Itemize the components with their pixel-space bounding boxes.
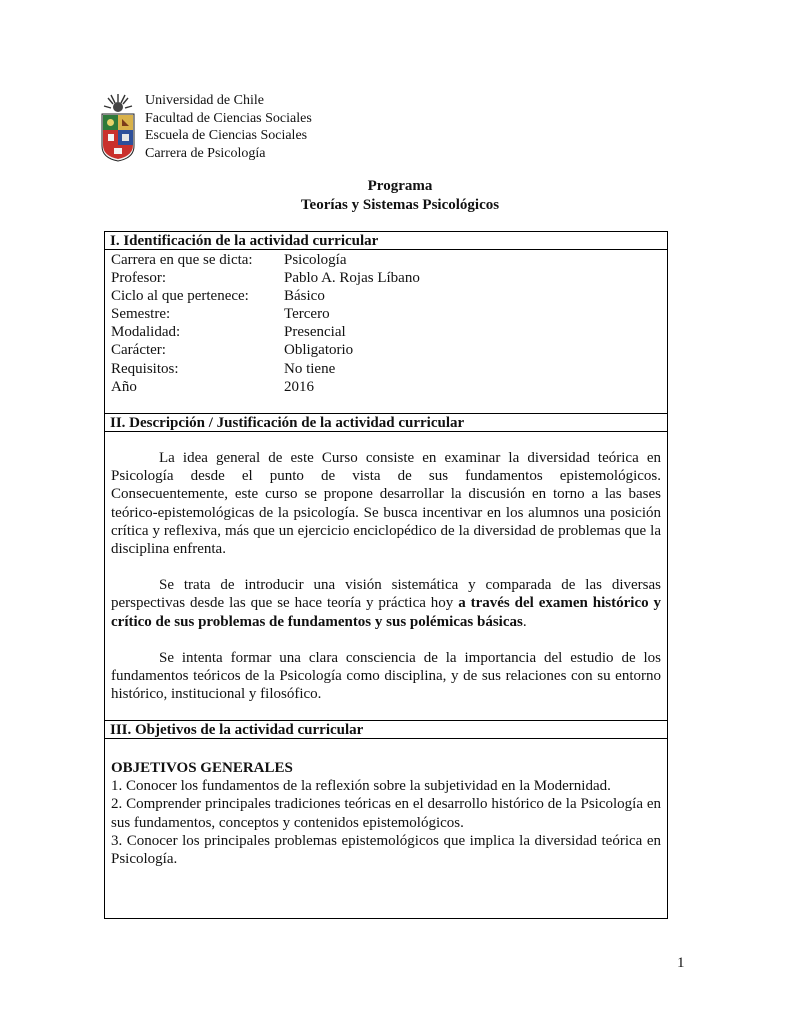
document-header <box>100 92 500 162</box>
ident-value: 2016 <box>284 378 314 395</box>
title-line-programa: Programa <box>367 178 433 194</box>
ident-label: Ciclo al que pertenece: <box>111 288 249 305</box>
objective-item: 1. Conocer los fundamentos de la reflexión sobre la subjetividad en la Modernidad. <box>111 778 611 795</box>
ident-label: Semestre: <box>111 306 171 323</box>
section-description-heading: II. Descripción / Justificación de la actividad curricular <box>105 414 667 432</box>
ident-value: Obligatorio <box>284 342 354 359</box>
ident-label: Requisitos: <box>111 360 179 377</box>
program-table <box>104 231 668 919</box>
section-identification-heading: I. Identificación de la actividad curricular <box>105 232 667 250</box>
university-crest-icon <box>100 92 136 162</box>
institution-university: Universidad de Chile <box>145 93 264 108</box>
ident-label: Modalidad: <box>111 324 181 341</box>
description-body <box>111 449 661 703</box>
section-objectives-heading: III. Objetivos de la actividad curricular <box>105 721 667 739</box>
institution-faculty: Facultad de Ciencias Sociales <box>145 110 312 126</box>
description-paragraph-3: Se intenta formar una clara consciencia de la importancia del estudio de los fundamentos teóricos de la Psicología como disciplina, y de sus relaciones con su entorno histórico, institucional y filosófico. <box>111 649 661 703</box>
paragraph-2-end: . <box>522 613 527 630</box>
ident-value: Pablo A. Rojas Líbano <box>284 270 420 287</box>
ident-row-carrera <box>111 251 420 269</box>
description-paragraph-1: La idea general de este Curso consiste en examinar la diversidad teórica en Psicología desde el punto de vista de sus fundamentos epistemológicos. Consecuentemente, este curso se propone desarrollar la discusión en torno a las bases teórico‑epistemológicas de la psicología. Se busca incentivar en los alumnos una posición crítica y reflexiva, más que un ejercicio enciclopédico de la diversidad de problemas que la disciplina enfrenta. <box>111 450 661 558</box>
ident-value: No tiene <box>284 360 336 377</box>
objectives-body <box>111 759 661 868</box>
description-paragraph-2 <box>111 576 661 631</box>
ident-label: Carácter: <box>111 342 166 359</box>
paragraph-2-emphasis: a través del examen histórico y crítico de sus problemas de fundamentos y sus polémicas básicas <box>111 595 662 630</box>
ident-row-semestre <box>111 305 420 323</box>
identification-list <box>111 251 420 396</box>
institution-school: Escuela de Ciencias Sociales <box>145 128 308 143</box>
institution-program: Carrera de Psicología <box>145 145 266 161</box>
document-title <box>0 177 800 215</box>
ident-row-profesor <box>111 269 420 287</box>
ident-value: Psicología <box>284 252 347 268</box>
ident-row-requisitos <box>111 360 420 378</box>
ident-value: Básico <box>284 288 325 305</box>
ident-row-modalidad <box>111 323 420 341</box>
objective-item: 3. Conocer los principales problemas epistemológicos que implica la diversidad teórica en Psicología. <box>111 832 661 868</box>
paragraph-2-text: Se trata de introducir una visión sistemática y comparada de las diversas perspectivas desde las que se hace teoría y práctica hoy <box>111 577 661 612</box>
ident-label: Carrera en que se dicta: <box>111 252 253 268</box>
objectives-general-heading: OBJETIVOS GENERALES <box>111 760 293 776</box>
ident-value: Tercero <box>284 306 330 323</box>
objective-item: 2. Comprender principales tradiciones teóricas en el desarrollo histórico de la Psicología en sus fundamentos, conceptos y contenidos epistemológicos. <box>111 796 661 831</box>
institution-block <box>145 92 312 162</box>
ident-label: Año <box>111 378 137 395</box>
ident-row-caracter <box>111 341 420 359</box>
ident-row-ano <box>111 378 420 396</box>
ident-value: Presencial <box>284 324 346 341</box>
page-number: 1 <box>677 955 685 971</box>
ident-row-ciclo <box>111 287 420 305</box>
ident-label: Profesor: <box>111 270 166 287</box>
title-line-course: Teorías y Sistemas Psicológicos <box>300 197 500 213</box>
